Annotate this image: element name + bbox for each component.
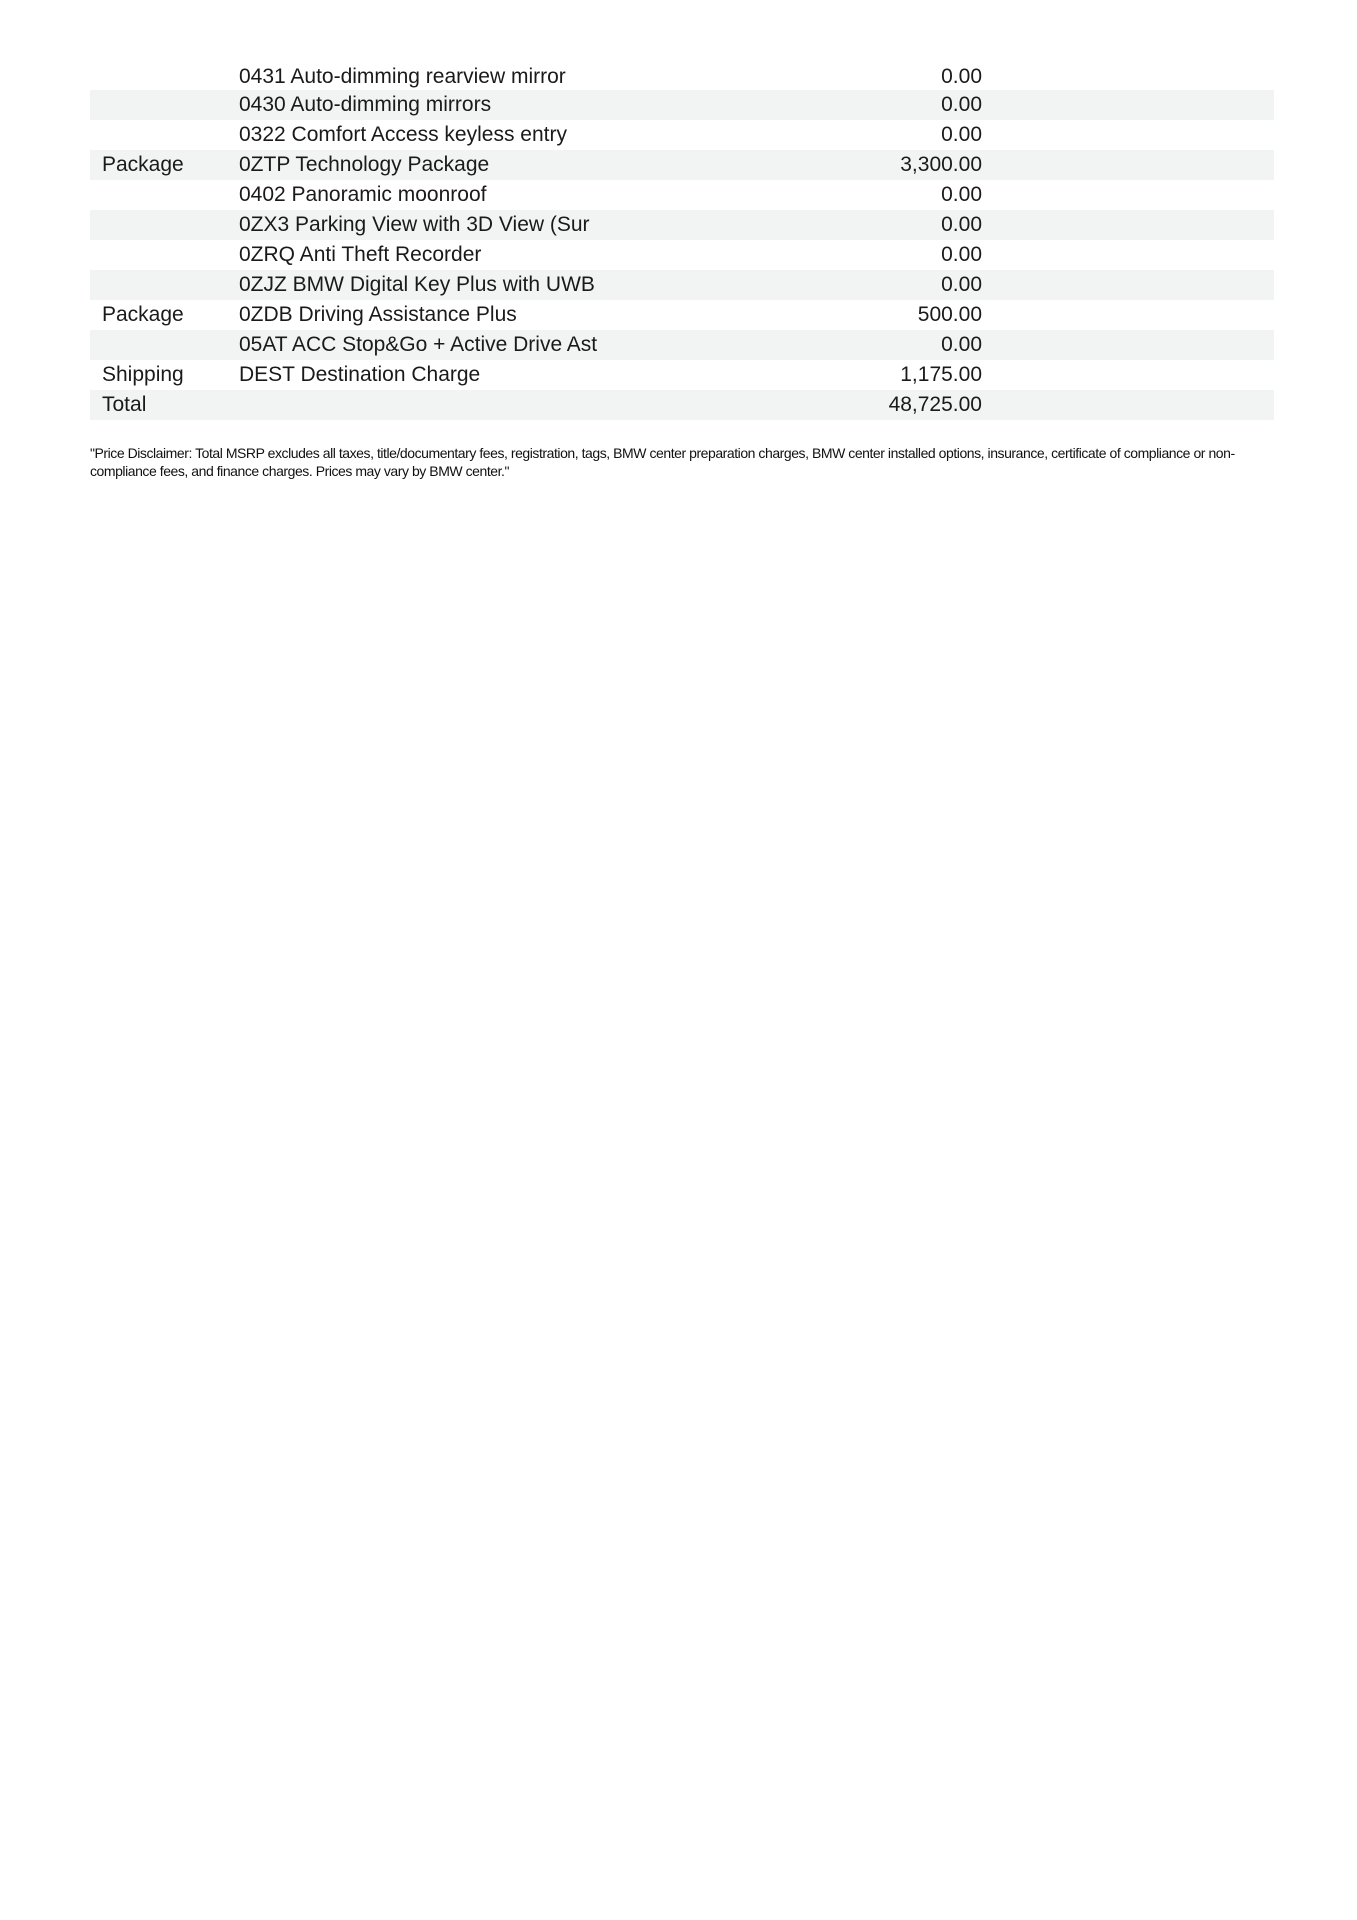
table-row: [90, 120, 1274, 150]
row-type: Shipping: [102, 363, 184, 386]
row-description: 0431 Auto-dimming rearview mirror: [239, 65, 566, 88]
table-row: [90, 180, 1274, 210]
row-price: 3,300.00: [900, 153, 982, 176]
row-price: 0.00: [941, 333, 982, 356]
table-row: [90, 90, 1274, 120]
row-price: 0.00: [941, 273, 982, 296]
total-price: 48,725.00: [888, 393, 982, 416]
row-price: 0.00: [941, 65, 982, 88]
row-type: Package: [102, 153, 184, 176]
table-row: [90, 240, 1274, 270]
row-description: 0402 Panoramic moonroof: [239, 183, 487, 206]
table-row: [90, 360, 1274, 390]
price-table: [90, 64, 1274, 420]
row-description: 0ZDB Driving Assistance Plus: [239, 303, 517, 326]
row-description: 0ZTP Technology Package: [239, 153, 490, 176]
row-description: 0ZRQ Anti Theft Recorder: [239, 243, 482, 266]
row-type: Package: [102, 303, 184, 326]
price-disclaimer: "Price Disclaimer: Total MSRP excludes all taxes, title/documentary fees, registration, tags, BMW center preparation charges, BMW center installed options, insurance, certificate of compliance or non-compliance fees, and finance charges. Prices may vary by BMW center.": [90, 445, 1235, 479]
row-price: 0.00: [941, 243, 982, 266]
row-price: 0.00: [941, 213, 982, 236]
table-row: [90, 270, 1274, 300]
total-label: Total: [102, 393, 147, 416]
row-price: 500.00: [917, 303, 982, 326]
row-description: 0430 Auto-dimming mirrors: [239, 93, 492, 116]
table-row: [90, 330, 1274, 360]
total-row: [90, 390, 1274, 420]
table-row: [90, 150, 1274, 180]
row-price: 0.00: [941, 123, 982, 146]
row-price: 0.00: [941, 183, 982, 206]
row-description: DEST Destination Charge: [239, 363, 481, 386]
row-price: 1,175.00: [900, 363, 982, 386]
row-description: 0322 Comfort Access keyless entry: [239, 123, 567, 146]
table-row: [90, 210, 1274, 240]
row-price: 0.00: [941, 93, 982, 116]
table-row: [90, 64, 1274, 90]
row-description: 0ZJZ BMW Digital Key Plus with UWB: [239, 273, 595, 296]
row-description: 0ZX3 Parking View with 3D View (Sur: [239, 213, 590, 236]
table-row: [90, 300, 1274, 330]
row-description: 05AT ACC Stop&Go + Active Drive Ast: [239, 333, 598, 356]
